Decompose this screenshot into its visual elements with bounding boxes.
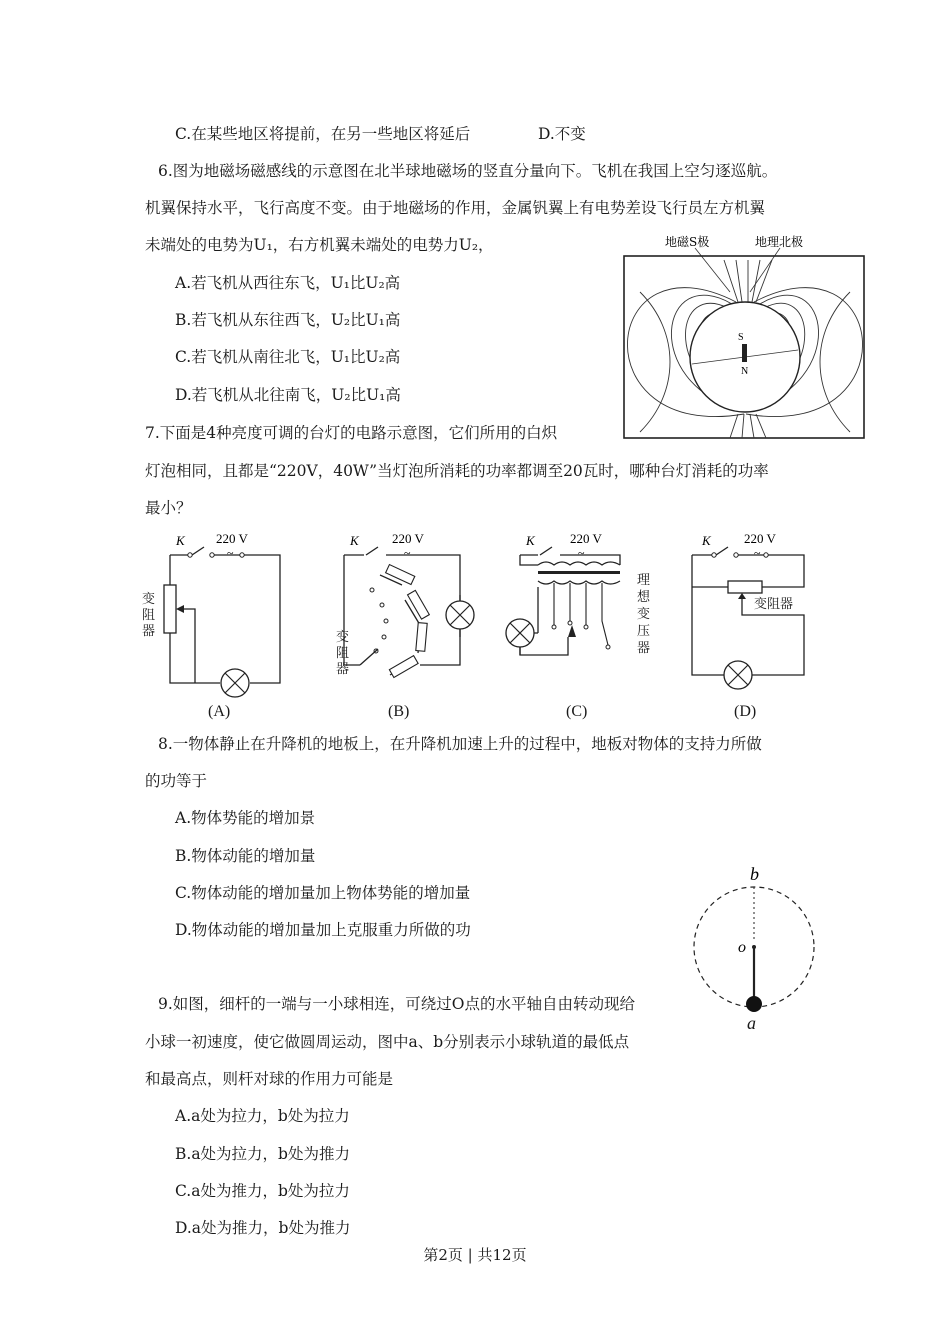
- label-b: b: [750, 864, 759, 884]
- q8-stem-line2: 的功等于: [145, 772, 208, 790]
- circular-motion-figure: [688, 862, 828, 1012]
- circuit-c-device-label: 理想变压器: [637, 573, 651, 656]
- terminal: [764, 553, 768, 557]
- circuit-wires: [170, 547, 280, 683]
- switch-contact: [188, 553, 192, 557]
- selector-arrow: [568, 625, 576, 637]
- pointer-line: [695, 248, 730, 292]
- circuit-d-caption: (D): [734, 703, 757, 720]
- q5-option-c: C.在某些地区将提前，在另一些地区将延后: [175, 125, 471, 143]
- resistor-segments: [386, 565, 430, 678]
- q9-stem-line3: 和最高点，则杆对球的作用力可能是: [145, 1070, 394, 1088]
- circuit-a-device-label: 变阻器: [142, 592, 156, 639]
- circuit-b-device-label: 变阻器: [336, 630, 350, 677]
- switch-k-label: K: [702, 533, 711, 548]
- circuit-b-caption: (B): [388, 703, 410, 720]
- circuit-c-caption: (C): [566, 703, 588, 720]
- terminal: [734, 553, 738, 557]
- voltage-label: 220 V: [744, 531, 776, 546]
- q6-stem-line1: 6.图为地磁场磁感线的示意图在北半球地磁场的竖直分量向下。飞机在我国上空匀逐巡航。: [158, 162, 778, 180]
- q9-stem-line2: 小球一初速度，使它做圆周运动，图中a、b分别表示小球轨道的最低点: [145, 1033, 630, 1051]
- transformer-core: [538, 571, 620, 574]
- ac-symbol: ~: [227, 546, 234, 560]
- geomagnetic-field-figure: [620, 232, 870, 442]
- ac-symbol: ~: [404, 546, 411, 560]
- circuit-c-figure: [498, 525, 648, 700]
- circuit-d-device-label: 变阻器: [754, 597, 794, 612]
- q9-option-a: A.a处为拉力，b处为拉力: [175, 1107, 350, 1125]
- slider-arrow: [738, 593, 746, 599]
- q6-option-d: D.若飞机从北往南飞，U₂比U₁高: [175, 386, 401, 404]
- label-geographic-north: 地理北极: [755, 235, 804, 249]
- q8-stem-line1: 8.一物体静止在升降机的地板上，在升降机加速上升的过程中，地板对物体的支持力所做: [158, 735, 762, 753]
- pole-n-label: N: [741, 366, 749, 377]
- circuit-a-figure: [140, 525, 290, 700]
- terminal: [240, 553, 244, 557]
- primary-coil: [538, 562, 620, 565]
- tap-contacts: [552, 621, 610, 649]
- page-footer: 第2页 | 共12页: [423, 1246, 527, 1264]
- pointer-line: [750, 248, 780, 292]
- circuit-d-figure: [680, 525, 820, 700]
- circuit-wires: [344, 547, 460, 675]
- q7-stem-line1: 7.下面是4种亮度可调的台灯的电路示意图，它们所用的白炽: [145, 424, 558, 442]
- selector-arm: [360, 649, 378, 665]
- coil-taps: [554, 583, 608, 645]
- q6-stem-line2: 机翼保持水平，飞行高度不变。由于地磁场的作用，金属钒翼上有电势差设飞行员左方机翼: [145, 199, 766, 217]
- pole-s-label: S: [738, 332, 744, 343]
- switch-k-label: K: [526, 533, 535, 548]
- q8-option-d: D.物体动能的增加量加上克服重力所做的功: [175, 921, 471, 939]
- voltage-label: 220 V: [392, 531, 424, 546]
- secondary-coil: [538, 581, 620, 584]
- tap-contacts: [370, 588, 388, 653]
- q7-stem-line3: 最小？: [145, 499, 192, 517]
- q9-option-d: D.a处为推力，b处为推力: [175, 1219, 351, 1237]
- q6-option-c: C.若飞机从南往北飞，U₁比U₂高: [175, 348, 401, 366]
- terminal: [210, 553, 214, 557]
- circuit-a-caption: (A): [208, 703, 231, 720]
- voltage-label: 220 V: [216, 531, 248, 546]
- label-o: o: [738, 939, 746, 956]
- ac-symbol: ~: [578, 546, 585, 560]
- q5-option-d: D.不变: [538, 125, 586, 143]
- ac-symbol: ~: [754, 546, 761, 560]
- q6-option-b: B.若飞机从东往西飞，U₂比U₁高: [175, 311, 401, 329]
- label-geomagnetic-s-pole: 地磁S极: [665, 235, 710, 249]
- q8-option-b: B.物体动能的增加量: [175, 847, 316, 865]
- label-a: a: [747, 1013, 756, 1033]
- q9-option-c: C.a处为推力，b处为拉力: [175, 1182, 350, 1200]
- q6-stem-line3: 未端处的电势为U₁，右方机翼未端处的电势力U₂，: [145, 236, 494, 254]
- ball: [746, 996, 762, 1012]
- q8-option-a: A.物体势能的增加景: [175, 809, 316, 827]
- switch-k-label: K: [176, 533, 185, 548]
- q9-stem-line1: 9.如图，细杆的一端与一小球相连，可绕过O点的水平轴自由转动现给: [158, 995, 635, 1013]
- slider-arrow: [176, 605, 184, 613]
- bar-magnet: [742, 344, 747, 362]
- switch-contact: [712, 553, 716, 557]
- switch-k-label: K: [350, 533, 359, 548]
- q9-option-b: B.a处为拉力，b处为推力: [175, 1145, 350, 1163]
- rheostat: [164, 585, 176, 633]
- q8-option-c: C.物体动能的增加量加上物体势能的增加量: [175, 884, 471, 902]
- rheostat: [728, 581, 762, 593]
- voltage-label: 220 V: [570, 531, 602, 546]
- q6-option-a: A.若飞机从西往东飞，U₁比U₂高: [175, 274, 401, 292]
- q7-stem-line2: 灯泡相同，且都是“220V，40W”当灯泡所消耗的功率都调至20瓦时，哪种台灯消耗的功率: [145, 462, 769, 480]
- pivot-point: [752, 945, 756, 949]
